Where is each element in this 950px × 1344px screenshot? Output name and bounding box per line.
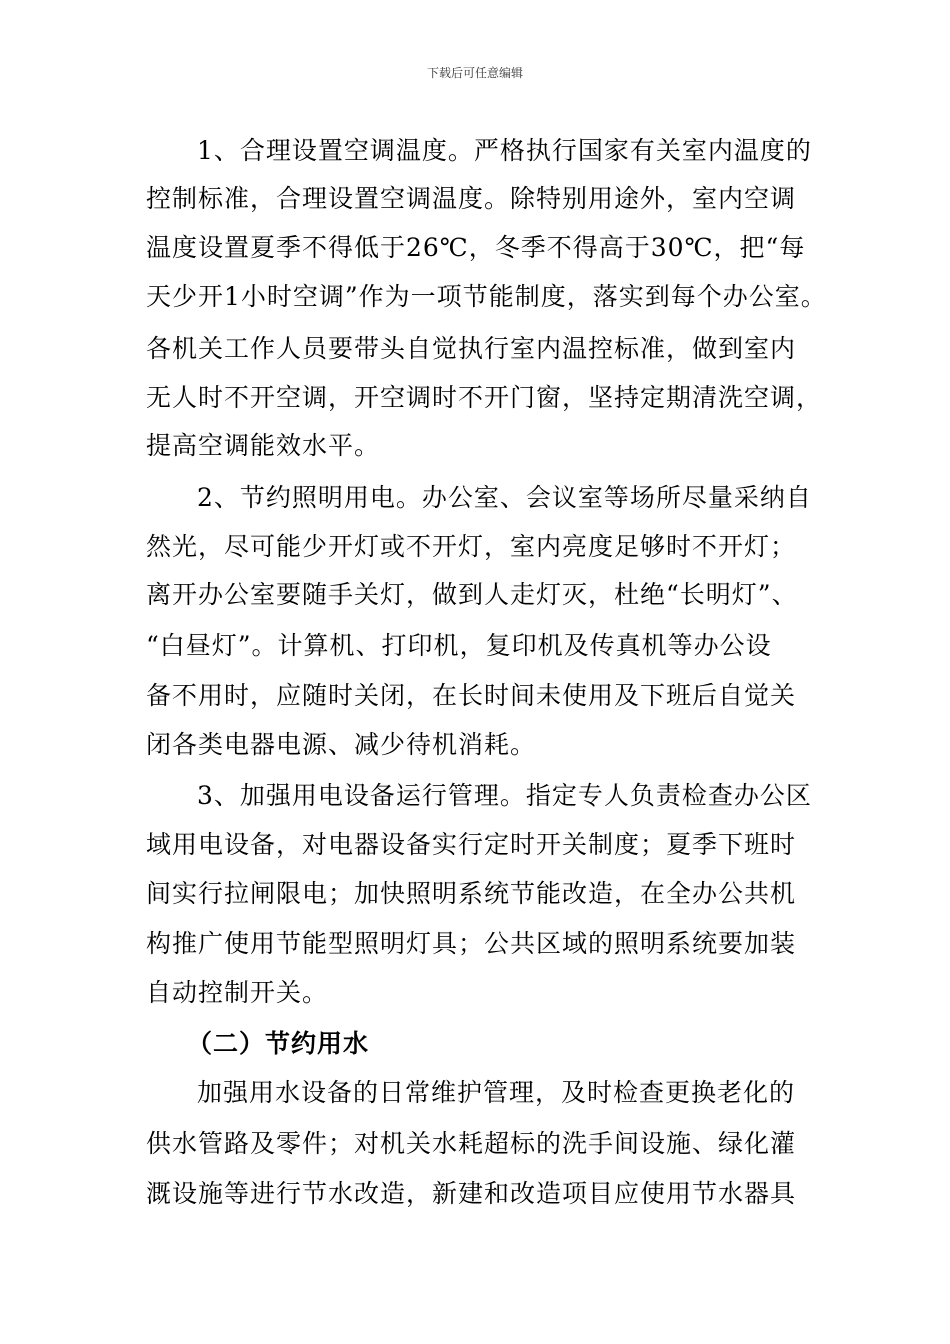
paragraph-line: 提高空调能效水平。 xyxy=(146,431,381,460)
paragraph-line: “白昼灯”。计算机、打印机，复印机及传真机等办公设 xyxy=(146,631,772,660)
paragraph-line: 闭各类电器电源、减少待机消耗。 xyxy=(146,730,537,759)
paragraph-line: 无人时不开空调，开空调时不开门窗，坚持定期清洗空调， xyxy=(146,383,823,412)
paragraph-line: 域用电设备，对电器设备实行定时开关制度；夏季下班时 xyxy=(146,830,797,859)
paragraph-line: 供水管路及零件；对机关水耗超标的洗手间设施、绿化灌 xyxy=(146,1129,797,1158)
paragraph-line: 各机关工作人员要带头自觉执行室内温控标准，做到室内 xyxy=(146,334,797,363)
paragraph-line: 控制标准，合理设置空调温度。除特别用途外，室内空调 xyxy=(146,184,797,213)
page-header-note: 下载后可任意编辑 xyxy=(426,66,523,80)
paragraph-line: 然光，尽可能少开灯或不开灯，室内亮度足够时不开灯； xyxy=(146,532,797,561)
paragraph-line: 离开办公室要随手关灯，做到人走灯灭，杜绝“长明灯”、 xyxy=(146,580,798,609)
paragraph-line: 自动控制开关。 xyxy=(146,978,329,1007)
paragraph-line: 3、加强用电设备运行管理。指定专人负责检查办公区 xyxy=(197,781,812,810)
paragraph-line: 2、节约照明用电。办公室、会议室等场所尽量采纳自 xyxy=(197,483,812,512)
paragraph-line: 加强用水设备的日常维护管理，及时检查更换老化的 xyxy=(197,1078,796,1107)
paragraph-line: 间实行拉闸限电；加快照明系统节能改造，在全办公共机 xyxy=(146,879,797,908)
paragraph-line: 天少开1小时空调”作为一项节能制度，落实到每个办公室。 xyxy=(146,282,827,311)
paragraph-line: 备不用时，应随时关闭，在长时间未使用及下班后自觉关 xyxy=(146,681,797,710)
paragraph-line: 溉设施等进行节水改造，新建和改造项目应使用节水器具 xyxy=(146,1179,797,1208)
paragraph-line: 1、合理设置空调温度。严格执行国家有关室内温度的 xyxy=(197,136,812,165)
paragraph-line: 温度设置夏季不得低于26℃，冬季不得高于30℃，把“每 xyxy=(146,233,806,262)
section-heading: （二）节约用水 xyxy=(187,1029,370,1058)
paragraph-line: 构推广使用节能型照明灯具；公共区域的照明系统要加装 xyxy=(146,929,797,958)
